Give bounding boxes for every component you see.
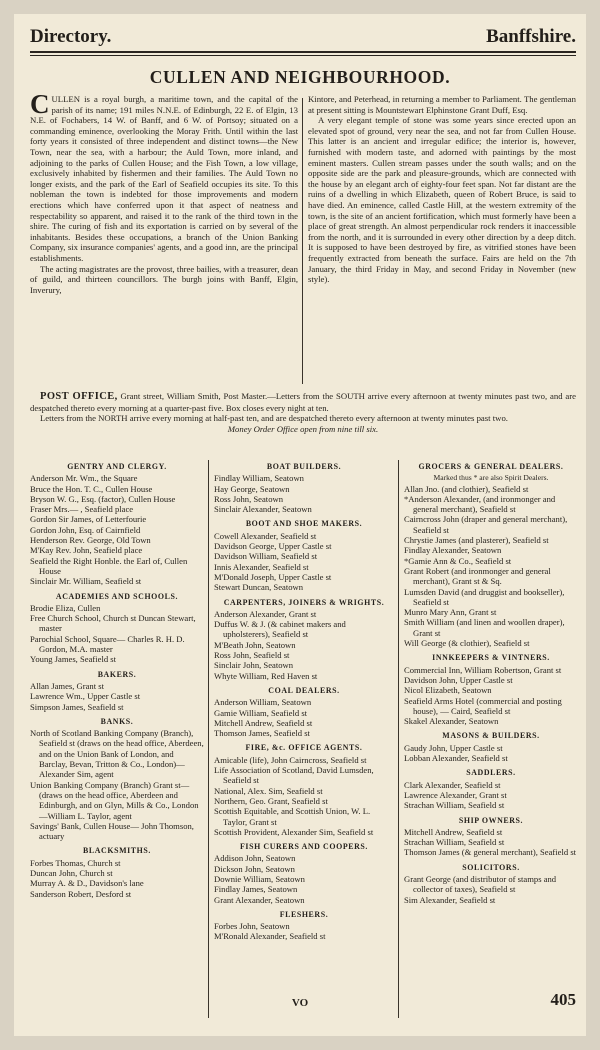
- entry-list: [30, 603, 204, 665]
- directory-entry: Downie William, Seatown: [214, 873, 305, 884]
- directory-entry: Allan James, Grant st: [30, 680, 104, 691]
- section-heading: GROCERS & GENERAL DEALERS.: [418, 462, 564, 471]
- directory-entry: Grant Alexander, Seatown: [214, 894, 305, 905]
- entry-list: [214, 531, 394, 593]
- directory-entry: Addison John, Seatown: [214, 853, 296, 864]
- directory-entry: Findlay Alexander, Seatown: [404, 545, 502, 556]
- running-header: [30, 22, 576, 48]
- directory-entry: Davidson William, Seafield st: [214, 551, 318, 562]
- directory-entry: Amicable (life), John Cairncross, Seafield st: [214, 754, 367, 765]
- directory-entry: Chrystie James (and plasterer), Seafield st: [404, 535, 549, 546]
- directory-entry: Mitchell Andrew, Seafield st: [404, 826, 503, 837]
- directory-entry: Thomson James, Seafield st: [214, 728, 310, 739]
- directory-entry: Simpson James, Seafield st: [30, 701, 124, 712]
- directory-entry: M'Beath John, Seatown: [214, 639, 296, 650]
- directory-entry: Allan Jno. (and clothier), Seafield st: [404, 483, 529, 494]
- section-heading: SHIP OWNERS.: [458, 815, 524, 825]
- directory-entry: Seafield Arms Hotel (commercial and posting house), — Caird, Seafield st: [404, 695, 562, 716]
- directory-page: [14, 14, 586, 1036]
- entry-list: [30, 858, 204, 899]
- intro-paragraph-1: CULLEN is a royal burgh, a maritime town, and the capital of the parish of its name; 191 miles N.N.E. of Edinburgh, 22 E. of Elgin, 13 N.E. of Fochabers, 14 W. of Banff, and 6 W. of Portsoy; situated on a commanding eminence, overlooking the Moray Frith. Until within the last forty years it consisted of three independent and distinct towns—the New Town, near the sea, with a harbour; the Auld Town, more inland, and adjoining to the parks of Cullen House; and the Fish Town, a low village, exclusively inhabited by fishermen and their families. The Auld Town no longer exists, and the park of the Earl of Seafield occupies its site. To this nobleman the town is indebted for those improvements and modern erections which have conferred upon it that aspect of neatness and respectability so apparent, and raised it to the rank of the third town in the shire. The curing of fish and its exportation is carried on by several of the inhabitants. Besides these occupations, a branch of the Union Banking Company, six insurance companies' agents, and a good inn, are the principal establishments.: [30, 89, 298, 263]
- directory-entry: Thomson James (& general merchant), Seafield st: [404, 847, 577, 858]
- directory-entry: Skakel Alexander, Seatown: [404, 716, 499, 727]
- directory-entry: M'Kay Rev. John, Seafield place: [30, 545, 143, 556]
- section-heading: BOAT BUILDERS.: [266, 462, 342, 471]
- directory-entry: Sinclair John, Seatown: [214, 660, 294, 671]
- directory-entry: Dickson John, Seatown: [214, 863, 295, 874]
- intro-left-column: [30, 89, 298, 295]
- entry-list: [214, 609, 394, 681]
- section-heading: FIRE, &c. OFFICE AGENTS.: [245, 743, 363, 753]
- money-order-office: Money Order Office open from nine till six.: [227, 423, 379, 434]
- directory-entry: Northern, Geo. Grant, Seafield st: [214, 795, 328, 806]
- directory-entry: Bryson W. G., Esq. (factor), Cullen House: [30, 493, 176, 504]
- directory-entry: Mitchell Andrew, Seafield st: [214, 717, 313, 728]
- directory-entry: Murray A. & D., Davidson's lane: [30, 878, 144, 889]
- section-heading: COAL DEALERS.: [268, 685, 340, 695]
- entry-list: [214, 853, 394, 904]
- directory-column-2: [214, 457, 394, 942]
- directory-entry: Sanderson Robert, Desford st: [30, 888, 132, 899]
- directory-entry: Forbes John, Seatown: [214, 921, 290, 932]
- column-rule-2: [398, 460, 399, 1018]
- section-heading: MASONS & BUILDERS.: [442, 731, 540, 741]
- directory-entry: National, Alex. Sim, Seafield st: [214, 785, 323, 796]
- signature-mark: VO: [291, 997, 309, 1009]
- intro-right-column: [308, 94, 576, 285]
- directory-entry: *Gamie Ann & Co., Seafield st: [404, 555, 512, 566]
- entry-list: [404, 827, 578, 858]
- intro-paragraph-2: The acting magistrates are the provost, three bailies, with a treasurer, dean of guild, and thirteen councillors. The burgh joins with Banff, Elgin, Inverury,: [30, 263, 298, 295]
- directory-entry: Duffus W. & J. (& cabinet makers and upholsterers), Seafield st: [214, 619, 346, 640]
- directory-entry: Cowell Alexander, Seafield st: [214, 530, 317, 541]
- entry-list: [30, 728, 204, 841]
- directory-entry: M'Ronald Alexander, Seafield st: [214, 931, 326, 942]
- directory-entry: Anderson Alexander, Grant st: [214, 608, 317, 619]
- directory-entry: Fraser Mrs.— , Seafield place: [30, 504, 134, 515]
- directory-entry: Grant Robert (and ironmonger and general merchant), Grant st & Sq.: [404, 565, 551, 587]
- entry-list: [404, 484, 578, 649]
- section-heading: BAKERS.: [97, 669, 137, 679]
- directory-entry: Sinclair Mr. William, Seafield st: [30, 576, 142, 587]
- column-rule-1: [208, 460, 209, 1018]
- directory-entry: *Anderson Alexander, (and ironmonger and general merchant), Seafield st: [404, 493, 556, 515]
- entry-list: [214, 755, 394, 837]
- directory-entry: Scottish Equitable, and Scottish Union, W. L. Taylor, Grant st: [214, 806, 371, 827]
- directory-entry: Seafield the Right Honble. the Earl of, Cullen House: [30, 555, 188, 576]
- directory-entry: Free Church School, Church st Duncan Stewart, master: [30, 613, 196, 634]
- directory-entry: Duncan John, Church st: [30, 867, 113, 878]
- entry-list: [404, 780, 578, 811]
- directory-entry: Gordon John, Esq. of Cairnfield: [30, 524, 141, 535]
- directory-entry: Henderson Rev. George, Old Town: [30, 535, 151, 546]
- directory-entry: Union Banking Company (Branch) Grant st—(draws on the head office, Aberdeen and Edinburgh, and on Glyn, Mills & Co., London—William L. Taylor, agent: [30, 779, 199, 821]
- post-office-text-2: Letters from the NORTH arrive every morning at half-past ten, and are despatched thereto every afternoon at twenty minutes past two.: [40, 413, 508, 424]
- section-heading: BANKS.: [100, 716, 134, 726]
- directory-entry: Ross John, Seatown: [214, 493, 283, 504]
- section-heading: BLACKSMITHS.: [83, 846, 151, 856]
- directory-entry: Sinclair Alexander, Seatown: [214, 504, 312, 515]
- directory-entry: Cairncross John (draper and general merchant), Seafield st: [404, 514, 568, 535]
- directory-entry: North of Scotland Banking Company (Branch), Seafield st (draws on the head office, Aberdeen, and on the Union Bank of London, and Barclay, Bevan, Tritton & Co., London)—Alexander Sim, agent: [30, 728, 204, 780]
- post-office-heading: POST OFFICE,: [40, 391, 118, 402]
- entry-list: [30, 681, 204, 712]
- entry-list: [404, 743, 578, 764]
- directory-entry: Young James, Seafield st: [30, 654, 117, 665]
- directory-entry: Forbes Thomas, Church st: [30, 857, 121, 868]
- directory-entry: Commercial Inn, William Robertson, Grant st: [404, 664, 562, 675]
- header-rule-thin: [30, 55, 576, 56]
- section-heading: BOOT AND SHOE MAKERS.: [245, 519, 363, 529]
- directory-entry: Will George (& clothier), Seafield st: [404, 638, 530, 649]
- post-office-section: [30, 391, 576, 434]
- directory-entry: Strachan William, Seafield st: [404, 837, 505, 848]
- entry-list: [30, 473, 204, 586]
- post-office-text-1: Grant street, William Smith, Post Master.—Letters from the SOUTH arrive every afternoon at twenty minutes past two, and are despatched thereto every morning at a quarter-past five. Box closes every night at ten.: [30, 391, 577, 413]
- directory-entry: Brodie Eliza, Cullen: [30, 602, 101, 613]
- drop-cap: C: [30, 89, 50, 119]
- directory-entry: Grant George (and distributor of stamps and collector of taxes), Seafield st: [404, 873, 557, 895]
- directory-entry: Munro Mary Ann, Grant st: [404, 607, 497, 618]
- section-heading: SOLICITORS.: [462, 862, 520, 872]
- directory-entry: Lawrence Alexander, Grant st: [404, 789, 507, 800]
- directory-entry: Gamie William, Seafield st: [214, 707, 308, 718]
- directory-column-1: [30, 457, 204, 899]
- intro-column-rule: [302, 98, 303, 384]
- spirit-dealers-note: Marked thus * are also Spirit Dealers.: [433, 473, 549, 483]
- page-title: CULLEN AND NEIGHBOURHOOD.: [149, 67, 451, 87]
- entry-list: [404, 874, 578, 905]
- directory-entry: Clark Alexander, Seafield st: [404, 779, 501, 790]
- section-heading: FLESHERS.: [279, 909, 329, 919]
- header-right: Banffshire.: [486, 26, 576, 47]
- entry-list: [214, 697, 394, 738]
- directory-entry: Savings' Bank, Cullen House— John Thomson, actuary: [30, 820, 194, 842]
- directory-entry: Lumsden David (and druggist and bookseller), Seafield st: [404, 586, 565, 607]
- directory-entry: Davidson John, Upper Castle st: [404, 674, 513, 685]
- directory-entry: Smith William (and linen and woollen draper), Grant st: [404, 617, 565, 638]
- directory-entry: Whyte William, Red Haven st: [214, 670, 318, 681]
- directory-entry: Gordon Sir James, of Letterfourie: [30, 514, 147, 525]
- directory-entry: Gaudy John, Upper Castle st: [404, 742, 503, 753]
- directory-entry: Scottish Provident, Alexander Sim, Seafield st: [214, 826, 374, 837]
- section-heading: ACADEMIES AND SCHOOLS.: [55, 591, 179, 601]
- entry-list: [404, 665, 578, 727]
- intro-paragraph-3: A very elegant temple of stone was some years since erected upon an elevated spot of ground, very near the sea, and not far from Cullen House. This latter is an ancient and irregular edifice; the interior is, however, furnished with modern taste, and adorned with paintings by the most eminent masters. Cullen stream passes under the south walls; and on the opposite side are the park and pleasure-grounds, which are connected with the house by an elegant arch of eighty-four feet span. Not far distant are the ruins of a dwelling in which Elizabeth, queen of Robert Bruce, is said to have died. An eminence, called Castle Hill, at the western extremity of the town, is the site of an ancient fortification, which must formerly have been a place of great strength. An almost perpendicular rock renders it inaccessible from the north, and it is surrounded in every other direction by a deep ditch. It is supposed to have been destroyed by fire, as vitrified stones have been frequently extracted from beneath the surface. Fairs are held on the 7th January, the third Friday in May, and second Friday in November (new style).: [308, 115, 576, 285]
- page-number: 405: [550, 990, 576, 1009]
- directory-entry: Anderson William, Seatown: [214, 697, 312, 708]
- directory-entry: Life Association of Scotland, David Lumsden, Seafield st: [214, 765, 374, 786]
- directory-entry: Davidson George, Upper Castle st: [214, 541, 332, 552]
- entry-list: [214, 921, 394, 942]
- directory-column-3: [404, 457, 578, 905]
- directory-entry: Bruce the Hon. T. C., Cullen House: [30, 483, 153, 494]
- section-heading: SADDLERS.: [466, 768, 516, 778]
- directory-entry: Hay George, Seatown: [214, 483, 290, 494]
- header-left: Directory.: [30, 26, 112, 47]
- header-rule: [30, 51, 576, 53]
- directory-entry: Sim Alexander, Seafield st: [404, 894, 496, 905]
- directory-entry: Innis Alexander, Seafield st: [214, 561, 309, 572]
- directory-entry: Anderson Mr. Wm., the Square: [30, 473, 138, 484]
- directory-entry: Nicol Elizabeth, Seatown: [404, 685, 492, 696]
- directory-entry: Parochial School, Square— Charles R. H. D. Gordon, M.A. master: [30, 633, 185, 655]
- directory-entry: Lobban Alexander, Seafield st: [404, 753, 508, 764]
- directory-entry: Findlay James, Seatown: [214, 884, 298, 895]
- section-heading: CARPENTERS, JOINERS & WRIGHTS.: [223, 597, 385, 607]
- directory-entry: M'Donald Joseph, Upper Castle st: [214, 571, 332, 582]
- directory-entry: Lawrence Wm., Upper Castle st: [30, 691, 141, 702]
- section-heading: GENTRY AND CLERGY.: [67, 462, 167, 471]
- intro-paragraph-2-continued: Kintore, and Peterhead, in returning a member to Parliament. The gentleman at present sitting is Mountstewart Elphinstone Grant Duff, Esq.: [308, 94, 576, 115]
- directory-entry: Stewart Duncan, Seatown: [214, 582, 304, 593]
- directory-entry: Strachan William, Seafield st: [404, 800, 505, 811]
- section-heading: INNKEEPERS & VINTNERS.: [432, 653, 550, 663]
- directory-entry: Ross John, Seafield st: [214, 650, 290, 661]
- directory-entry: Findlay William, Seatown: [214, 473, 304, 484]
- entry-list: [214, 473, 394, 514]
- section-heading: FISH CURERS AND COOPERS.: [240, 842, 368, 852]
